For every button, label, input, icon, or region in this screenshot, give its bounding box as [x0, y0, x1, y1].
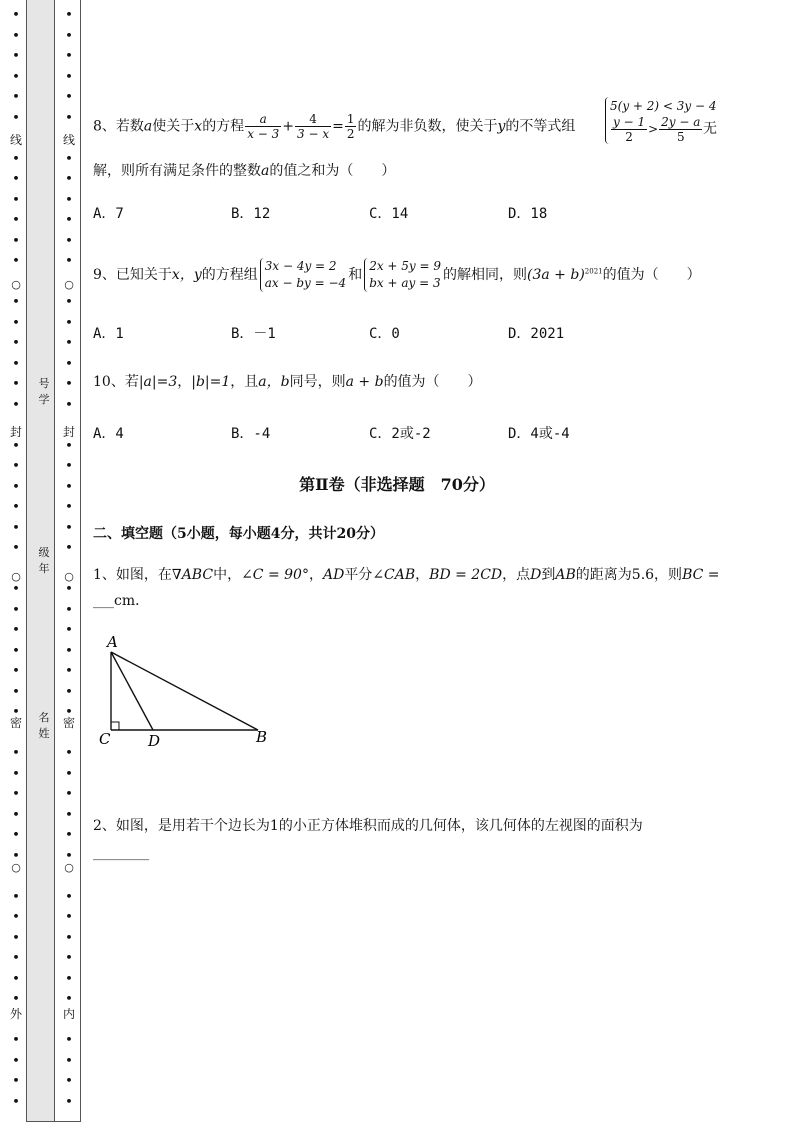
q8-var-a: a [143, 118, 153, 135]
seal-label: 线 [9, 133, 22, 147]
seal-dot: • [12, 971, 20, 985]
seal-dot: • [65, 684, 73, 698]
seal-dot: • [65, 520, 73, 534]
seal-dot: • [12, 8, 20, 21]
side-ab [111, 652, 258, 730]
seal-dot: • [12, 110, 20, 124]
seal-dot: • [12, 1053, 20, 1067]
plus-sign: + [282, 118, 295, 135]
field-label-text: 号学 [38, 377, 50, 406]
seal-dot: • [12, 951, 20, 964]
q8-ineq-left-fraction [611, 115, 647, 144]
seal-dot: • [12, 500, 20, 513]
seal-dot: • [65, 49, 73, 62]
fraction-denominator: 2 [346, 127, 355, 141]
equation: ax − by = −4 [264, 276, 347, 290]
q10-text: ， [177, 374, 192, 390]
seal-dot: • [12, 295, 20, 308]
field-label-grade [38, 545, 50, 577]
seal-dot: • [65, 848, 73, 862]
section-title: 第Ⅱ卷（非选择题 70分） [299, 475, 495, 494]
q10-abs-a: |a|=3 [138, 374, 178, 390]
q10-text: 10、若 [93, 374, 139, 390]
equation: 3x − 4y = 2 [264, 259, 337, 273]
label-b: B [256, 728, 268, 746]
f1-cab: ∠CAB [372, 567, 416, 583]
q10-expression: a + b [345, 374, 384, 390]
seal-dot: • [12, 664, 20, 677]
q8-var-x: x [194, 118, 203, 135]
seal-dot: • [65, 151, 73, 165]
fill-question-2-line-1 [93, 816, 643, 836]
seal-dot: • [65, 213, 73, 226]
q8-option-c[interactable]: C．14 [369, 206, 409, 222]
label-a: A [107, 633, 118, 651]
q10-abs-b: |b|=1 [191, 374, 231, 390]
seal-circle-icon: ○ [64, 278, 74, 291]
seal-dot: • [65, 787, 73, 800]
q8-option-b[interactable]: B．12 [231, 206, 271, 222]
q8-fraction-2 [295, 112, 331, 141]
seal-dot: • [65, 705, 73, 718]
seal-dot: • [12, 69, 20, 83]
seal-dot: • [12, 992, 20, 1005]
question-10 [93, 372, 482, 392]
seal-dot: • [12, 889, 20, 903]
seal-dot: • [12, 787, 20, 800]
q9-system-1 [260, 258, 346, 292]
seal-dot: • [65, 582, 73, 595]
outer-seal-column [9, 0, 23, 1123]
seal-dot: • [12, 582, 20, 595]
f1-text: 1、如图，在 [93, 567, 172, 583]
seal-dot: • [12, 1094, 20, 1108]
seal-dot: • [65, 664, 73, 677]
seal-dot: • [12, 643, 20, 657]
seal-dot: • [12, 254, 20, 267]
inner-seal-column [62, 0, 76, 1123]
seal-dot: • [12, 705, 20, 718]
label-c: C [99, 730, 111, 748]
seal-dot: • [12, 151, 20, 165]
seal-dot: • [65, 192, 73, 206]
seal-dot: • [65, 459, 73, 472]
seal-dot: • [65, 28, 73, 42]
q8-var-a: a [261, 163, 270, 179]
q9-text: 的方程组 [201, 267, 258, 283]
f1-bd: BD = 2CD [429, 567, 503, 583]
seal-dot: • [65, 233, 73, 247]
seal-dot: • [65, 295, 73, 308]
f1-text: ， [415, 567, 430, 583]
q8-fraction-1 [245, 112, 281, 141]
seal-circle-icon: ○ [11, 278, 21, 291]
seal-dot: • [12, 520, 20, 534]
seal-label: 封 [62, 425, 75, 439]
q8-inequality-system [605, 97, 717, 144]
q8-text: 无 [703, 121, 717, 137]
q8-var-y: y [497, 118, 506, 135]
seal-dot: • [65, 971, 73, 985]
binding-strip-right-rule [80, 0, 81, 1121]
question-8-line-2 [93, 161, 395, 181]
fraction-numerator: y − 1 [613, 115, 646, 129]
seal-dot: • [65, 1033, 73, 1046]
field-label-text: 名姓 [38, 711, 50, 740]
f1-answer-blank: ___cm． [93, 593, 150, 609]
seal-dot: • [65, 541, 73, 554]
seal-dot: • [65, 828, 73, 841]
f2-text: 2、如图，是用若干个边长为1的小正方体堆积而成的几何体，该几何体的左视图的面积为 [93, 818, 643, 834]
seal-dot: • [12, 397, 20, 411]
q9-text: 的值为（ ） [602, 267, 701, 283]
seal-circle-icon: ○ [64, 861, 74, 874]
q8-text: 的解为非负数，使关于 [357, 118, 498, 135]
seal-dot: • [12, 541, 20, 554]
seal-dot: • [12, 377, 20, 390]
seal-dot: • [65, 1074, 73, 1087]
q9-option-d[interactable]: D．2021 [508, 326, 565, 342]
seal-label: 内 [62, 1007, 75, 1021]
fill-in-section-heading: 二、填空题（5小题，每小题4分，共计20分） [93, 526, 384, 542]
q9-text: 的解相同，则 [443, 267, 528, 283]
seal-label: 密 [9, 716, 22, 730]
seal-dot: • [12, 807, 20, 821]
fraction-numerator: 1 [346, 112, 355, 126]
seal-circle-icon: ○ [11, 570, 21, 583]
seal-dot: • [65, 315, 73, 329]
seal-dot: • [12, 684, 20, 698]
q10-option-c[interactable]: C．2或-2 [369, 426, 431, 442]
q10-option-b[interactable]: B．-4 [231, 426, 271, 442]
seal-dot: • [65, 623, 73, 636]
seal-dot: • [12, 766, 20, 780]
q8-text: 的方程 [202, 118, 245, 135]
fraction-numerator: 2y − a [661, 115, 701, 129]
seal-dot: • [65, 479, 73, 493]
q9-option-b[interactable]: B．－1 [231, 326, 276, 342]
seal-dot: • [12, 233, 20, 247]
seal-label: 封 [9, 425, 22, 439]
right-angle-mark [111, 722, 119, 730]
f1-d: D [530, 567, 542, 583]
fraction-denominator: 3 − x [297, 127, 330, 141]
fill-question-2-line-2 [93, 843, 149, 863]
seal-dot: • [65, 1094, 73, 1108]
fill-question-1-line-2 [93, 591, 149, 611]
f2-answer-blank: ________ [93, 845, 149, 861]
f1-text: 平分 [344, 567, 373, 583]
q9-option-a[interactable]: A．1 [93, 326, 124, 342]
seal-dot: • [12, 356, 20, 370]
question-9 [93, 258, 701, 292]
seal-dot: • [12, 828, 20, 841]
q8-inequality-2 [610, 115, 717, 144]
seal-dot: • [65, 951, 73, 964]
q9-system-2 [364, 258, 441, 292]
fraction-numerator: a [245, 112, 281, 127]
seal-dot: • [12, 90, 20, 103]
seal-dot: • [12, 1033, 20, 1046]
seal-dot: • [12, 213, 20, 226]
seal-dot: • [65, 69, 73, 83]
seal-dot: • [12, 336, 20, 349]
fraction-denominator: 5 [676, 130, 685, 144]
seal-dot: • [65, 1053, 73, 1067]
seal-label: 外 [9, 1007, 22, 1021]
field-label-name [38, 710, 50, 742]
field-label-text: 级年 [38, 546, 50, 575]
q10-option-a[interactable]: A．4 [93, 426, 124, 442]
seal-dot: • [65, 110, 73, 124]
q9-option-c[interactable]: C．0 [369, 326, 400, 342]
equals-sign: = [332, 118, 344, 135]
seal-dot: • [12, 49, 20, 62]
seal-dot: • [65, 889, 73, 903]
q8-prefix: 8、若数 [93, 118, 144, 135]
seal-dot: • [65, 254, 73, 267]
seal-dot: • [65, 356, 73, 370]
q8-text-end [703, 118, 717, 138]
q8-text: 的不等式组 [505, 118, 576, 135]
seal-dot: • [12, 623, 20, 636]
seal-dot: • [65, 8, 73, 21]
label-d: D [148, 732, 161, 750]
seal-dot: • [65, 910, 73, 923]
fraction-numerator: 4 [295, 112, 331, 127]
f1-triangle: ∇ABC [171, 567, 214, 583]
f1-bc: BC = [682, 567, 720, 583]
q8-text: 使关于 [152, 118, 195, 135]
seal-dot: • [65, 992, 73, 1005]
seal-dot: • [65, 602, 73, 616]
seal-dot: • [12, 172, 20, 185]
seal-label: 线 [62, 133, 75, 147]
q10-vars: a，b [258, 374, 290, 390]
seal-dot: • [12, 602, 20, 616]
f1-ab: AB [555, 567, 576, 583]
seal-dot: • [65, 643, 73, 657]
q10-option-d[interactable]: D．4或-4 [508, 426, 570, 442]
seal-dot: • [65, 438, 73, 452]
q8-inequality-1: 5(y + 2) < 3y − 4 [610, 99, 717, 113]
q9-text: 和 [348, 267, 363, 283]
field-label-student-number [38, 376, 50, 408]
question-8-line-1 [93, 112, 575, 141]
q9-exponent: 2021 [584, 267, 603, 276]
f1-text: 到 [541, 567, 556, 583]
f1-angle: ∠C = 90° [241, 567, 309, 583]
seal-dot: • [12, 479, 20, 493]
seal-dot: • [65, 336, 73, 349]
seal-dot: • [12, 192, 20, 206]
seal-dot: • [65, 746, 73, 759]
seal-dot: • [12, 930, 20, 944]
seal-dot: • [65, 500, 73, 513]
equation: 2x + 5y = 9 [369, 259, 442, 273]
equation: bx + ay = 3 [369, 276, 441, 290]
seal-dot: • [65, 90, 73, 103]
fraction-denominator: 2 [625, 130, 633, 144]
seal-dot: • [12, 910, 20, 923]
seal-dot: • [65, 172, 73, 185]
triangle-figure [96, 630, 276, 750]
f1-text: ，点 [502, 567, 531, 583]
seal-dot: • [12, 28, 20, 42]
q8-text: 的值之和为（ ） [269, 163, 396, 179]
seal-dot: • [65, 766, 73, 780]
q8-option-a[interactable]: A．7 [93, 206, 124, 222]
seal-dot: • [65, 807, 73, 821]
q9-text: 9、已知关于 [93, 267, 172, 283]
q8-text: 解，则所有满足条件的整数 [93, 163, 261, 179]
seal-circle-icon: ○ [11, 861, 21, 874]
seal-dot: • [65, 930, 73, 944]
seal-dot: • [12, 848, 20, 862]
seal-dot: • [65, 377, 73, 390]
seal-dot: • [65, 397, 73, 411]
seal-label: 密 [62, 716, 75, 730]
fraction-denominator: x − 3 [247, 127, 280, 141]
f1-text: 的距离为5.6，则 [575, 567, 683, 583]
seal-dot: • [12, 746, 20, 759]
q8-ineq-right-fraction [659, 115, 702, 144]
seal-dot: • [12, 459, 20, 472]
q8-fraction-3 [345, 112, 357, 141]
greater-than-sign: > [648, 122, 659, 136]
q10-text: 的值为（ ） [383, 374, 482, 390]
q10-text: ，且 [230, 374, 259, 390]
q10-text: 同号，则 [289, 374, 346, 390]
q9-vars: x，y [171, 267, 202, 283]
fill-question-1-line-1 [93, 565, 720, 585]
q8-option-d[interactable]: D．18 [508, 206, 548, 222]
q9-expression: (3a + b) [527, 267, 585, 283]
seal-dot: • [12, 315, 20, 329]
seal-dot: • [12, 1074, 20, 1087]
f1-text: 中， [213, 567, 242, 583]
f1-ad: AD [322, 567, 345, 583]
seal-circle-icon: ○ [64, 570, 74, 583]
f1-text: ， [308, 567, 323, 583]
seal-dot: • [12, 438, 20, 452]
